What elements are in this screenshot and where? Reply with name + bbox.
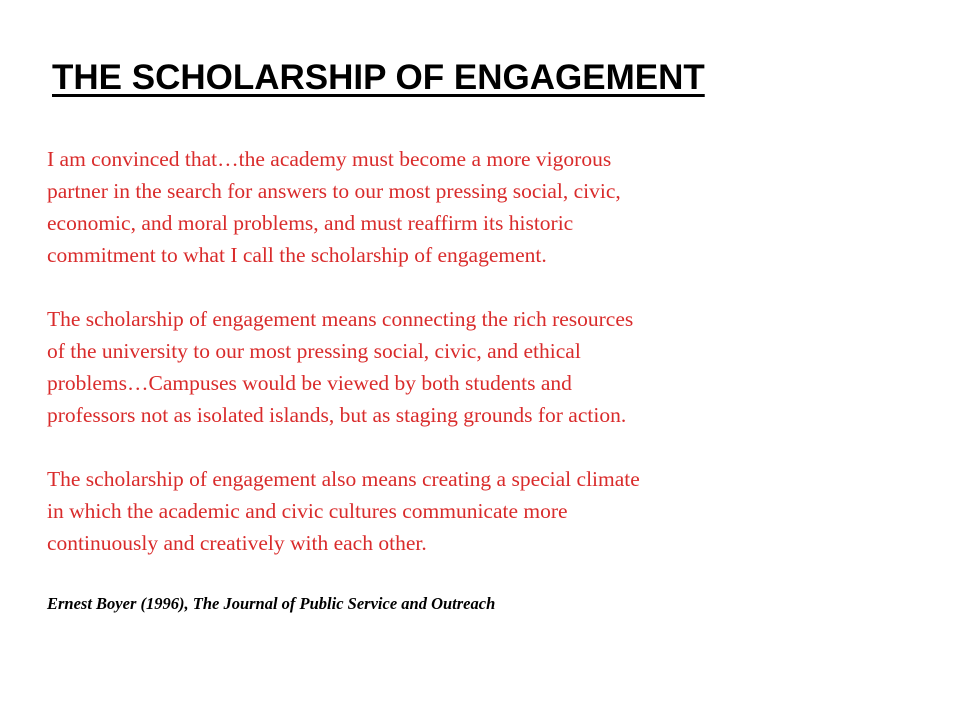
quote-line: problems…Campuses would be viewed by both students and — [47, 371, 572, 395]
quote-line: of the university to our most pressing social, civic, and ethical — [47, 339, 581, 363]
quote-line: The scholarship of engagement also means creating a special climate — [47, 467, 640, 491]
quote-line: commitment to what I call the scholarship of engagement. — [47, 243, 547, 267]
quote-paragraph-2 — [47, 303, 837, 431]
quote-block — [47, 143, 837, 591]
slide-title: THE SCHOLARSHIP OF ENGAGEMENT — [52, 58, 705, 97]
quote-paragraph-3 — [47, 463, 837, 559]
quote-paragraph-1 — [47, 143, 837, 271]
quote-line: economic, and moral problems, and must reaffirm its historic — [47, 211, 574, 235]
quote-line: The scholarship of engagement means connecting the rich resources — [47, 307, 634, 331]
quote-line: partner in the search for answers to our most pressing social, civic, — [47, 179, 621, 203]
quote-line: in which the academic and civic cultures communicate more — [47, 499, 568, 523]
quote-line: I am convinced that…the academy must become a more vigorous — [47, 147, 612, 171]
quote-line: professors not as isolated islands, but as staging grounds for action. — [47, 403, 627, 427]
quote-line: continuously and creatively with each other. — [47, 531, 427, 555]
citation: Ernest Boyer (1996), The Journal of Public Service and Outreach — [47, 594, 496, 613]
